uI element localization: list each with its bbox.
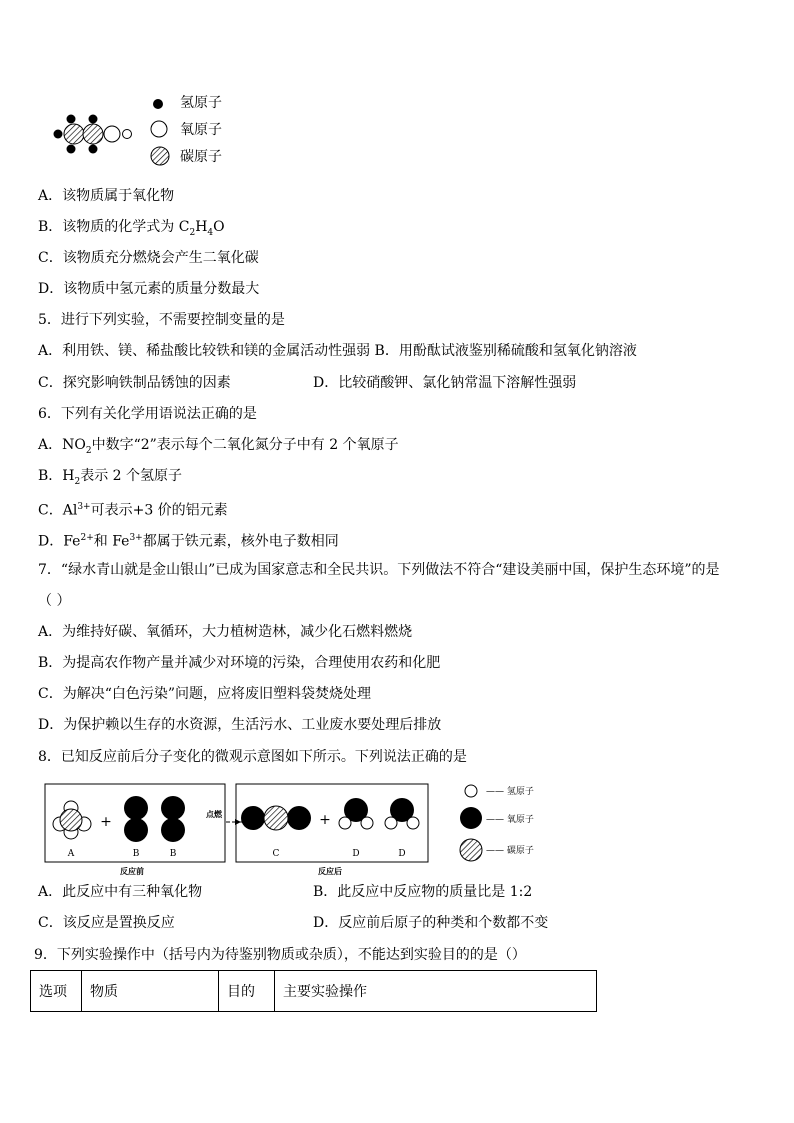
reaction-diagram: [40, 780, 580, 878]
legend-oxygen-label: 氧原子: [180, 122, 222, 138]
label-d: D: [352, 849, 360, 859]
q5-option-c: C．探究影响铁制品锈蚀的因素: [38, 375, 231, 391]
label-a: A: [67, 849, 75, 859]
hydrogen-atom: [67, 145, 76, 154]
q9-table: [30, 970, 597, 1012]
q6-option-a: A．$NO_2$中数字“2”表示每个二氧化氮分子中有 2 个氧原子: [38, 437, 399, 456]
table-header-row: [31, 971, 597, 1012]
q7-option-d: D．为保护赖以生存的水资源，生活污水、工业废水要处理后排放: [38, 717, 442, 733]
plus-sign: +: [319, 812, 331, 828]
q7-option-b: B．为提高农作物产量并减少对环境的污染，合理使用农药和化肥: [38, 655, 441, 671]
q6-option-d: D．$Fe^{2+}$和 $Fe^{3+}$都属于铁元素，核外电子数相同: [38, 533, 339, 550]
q6-stem: 6．下列有关化学用语说法正确的是: [38, 406, 257, 422]
legend-carbon-icon: [150, 146, 170, 166]
after-caption: 反应后: [318, 866, 342, 876]
q7-option-a: A．为维持好碳、氧循环，大力植树造林，减少化石燃料燃烧: [38, 624, 413, 640]
hydrogen-atom: [89, 115, 98, 124]
legend-carbon-label: 碳原子: [180, 149, 222, 165]
q8-option-d: D．反应前后原子的种类和个数都不变: [313, 915, 549, 931]
table-header-cell: 主要实验操作: [275, 971, 597, 1012]
before-caption: 反应前: [120, 866, 144, 876]
molecule-figure: [50, 110, 140, 156]
arrow-label: 点燃: [206, 809, 222, 819]
label-b: B: [132, 849, 140, 859]
hydrogen-atom: [123, 130, 132, 139]
label-b: B: [169, 849, 177, 859]
plus-sign: +: [100, 814, 112, 830]
molecule-d: [385, 798, 419, 829]
q8-option-a: A．此反应中有三种氧化物: [38, 884, 203, 900]
q7-stem: 7．“绿水青山就是金山银山”已成为国家意志和全民共识。下列做法不符合“建设美丽中国，保护生态环境”的是: [38, 562, 720, 578]
q5-stem: 5．进行下列实验，不需要控制变量的是: [38, 312, 285, 328]
hydrogen-atom: [89, 145, 98, 154]
q9-stem: 9．下列实验操作中（括号内为待鉴别物质或杂质），不能达到实验目的的是（）: [34, 947, 526, 963]
legend-oxygen-icon: [460, 807, 482, 829]
legend-oxygen-icon: [150, 120, 168, 138]
q4-option-c: C．该物质充分燃烧会产生二氧化碳: [38, 250, 259, 266]
legend-hydrogen-icon: [465, 785, 477, 797]
q8-option-b: B．此反应中反应物的质量比是 1:2: [313, 884, 533, 900]
q6-option-b: B．$H_2$表示 2 个氢原子: [38, 468, 183, 487]
q5-option-d: D．比较硝酸钾、氯化钠常温下溶解性强弱: [313, 375, 577, 391]
carbon-atom: [64, 124, 84, 144]
oxygen-atom: [104, 126, 120, 142]
molecule-b: [161, 796, 185, 842]
carbon-atom: [83, 124, 103, 144]
table-header-cell: 选项: [31, 971, 82, 1012]
q6-option-c: C．$Al^{3+}$可表示+3 价的铝元素: [38, 502, 228, 519]
legend-hydrogen-icon: [151, 97, 165, 111]
q7-answer-paren: （ ）: [38, 593, 71, 609]
label-c: C: [272, 849, 280, 859]
q4-option-a: A．该物质属于氧化物: [38, 188, 175, 204]
hydrogen-atom: [54, 130, 63, 139]
molecule-d: [339, 798, 373, 829]
molecule-b: [124, 796, 148, 842]
q7-option-c: C．为解决“白色污染”问题，应将废旧塑料袋焚烧处理: [38, 686, 372, 702]
hydrogen-atom: [67, 115, 76, 124]
q5-options-ab: A．利用铁、镁、稀盐酸比较铁和镁的金属活动性强弱 B．用酚酞试液鉴别稀硫酸和氢氧化钠溶液: [38, 343, 637, 359]
label-d: D: [398, 849, 406, 859]
q4-option-d: D．该物质中氢元素的质量分数最大: [38, 281, 260, 297]
q8-stem: 8．已知反应前后分子变化的微观示意图如下所示。下列说法正确的是: [38, 749, 467, 765]
table-header-cell: 物质: [82, 971, 219, 1012]
legend-hydrogen-label: 氢原子: [180, 95, 222, 111]
legend-oxygen-label: —— 氧原子: [486, 815, 534, 825]
legend-carbon-icon: [460, 839, 482, 861]
q4-option-b: B．该物质的化学式为 $C_2H_4O$: [38, 219, 225, 238]
legend-carbon-label: —— 碳原子: [486, 846, 534, 856]
molecule-c: [241, 806, 311, 830]
molecule-a: [53, 801, 91, 839]
table-header-cell: 目的: [219, 971, 275, 1012]
q8-option-c: C．该反应是置换反应: [38, 915, 175, 931]
legend-hydrogen-label: —— 氢原子: [486, 787, 534, 797]
